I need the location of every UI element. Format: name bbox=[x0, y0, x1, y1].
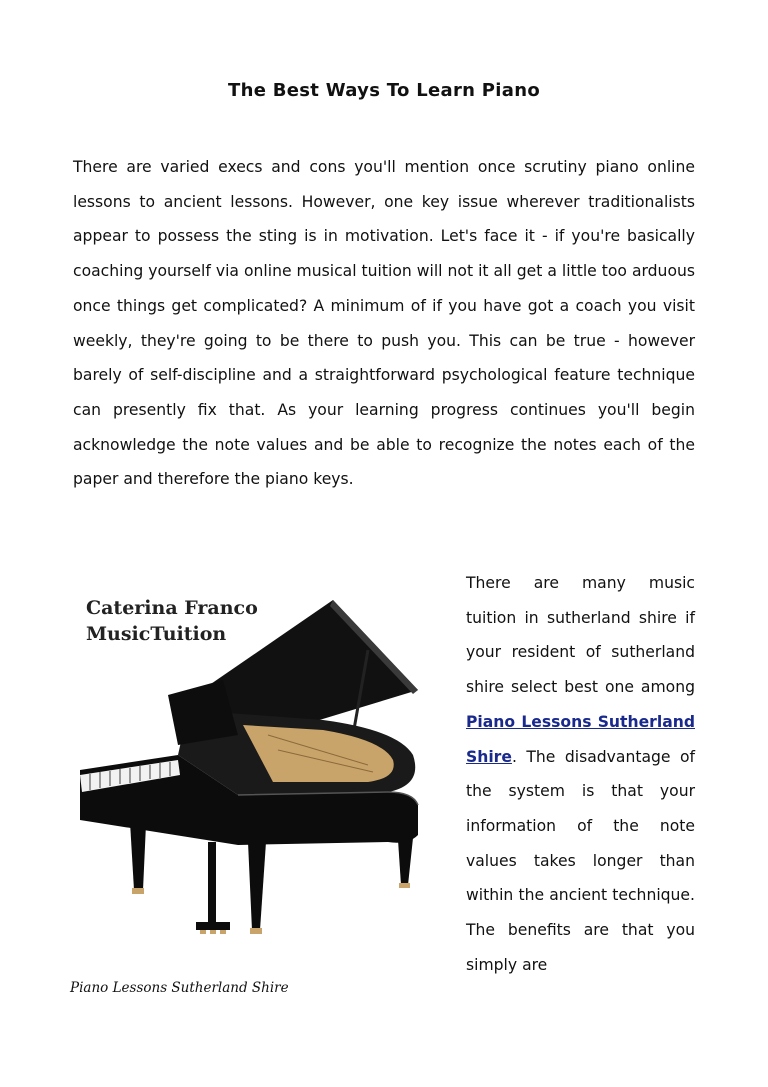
piano-leg-front-right bbox=[248, 842, 266, 930]
side-paragraph bbox=[466, 566, 695, 982]
logo-line-2: MusicTuition bbox=[86, 623, 227, 645]
piano-leg-front-left bbox=[130, 822, 146, 890]
piano-leg-back bbox=[398, 838, 413, 885]
piano-lessons-link[interactable]: Piano Lessons Sutherland Shire bbox=[466, 712, 695, 766]
logo-line-1: Caterina Franco bbox=[86, 597, 258, 619]
intro-paragraph: There are varied execs and cons you'll mention once scrutiny piano online lessons to ancient lessons. However, one key issue wherever traditionalists appear to possess the sting is in motivation. Let's face it - if you're basically coaching yourself via online musical tuition will not it all get a little too arduous once things get complicated? A minimum of if you have got a coach you visit weekly, they're going to be there to push you. This can be true - however barely of self-discipline and a straightforward psychological feature technique can presently fix that. As your learning progress continues you'll begin acknowledge the note values and be able to recognize the notes each of the paper and therefore the piano keys. bbox=[73, 158, 695, 489]
side-text-before-link: There are many music tuition in sutherland shire if your resident of sutherland shire select best one among bbox=[466, 574, 695, 697]
image-caption: Piano Lessons Sutherland Shire bbox=[70, 980, 289, 996]
piano-image bbox=[68, 560, 448, 1000]
side-text-after-link: . The disadvantage of the system is that your information of the note values takes longer than within the ancient technique. The benefits are that you simply are bbox=[466, 747, 695, 974]
piano-illustration bbox=[68, 560, 448, 1000]
document-title: The Best Ways To Learn Piano bbox=[228, 80, 540, 101]
